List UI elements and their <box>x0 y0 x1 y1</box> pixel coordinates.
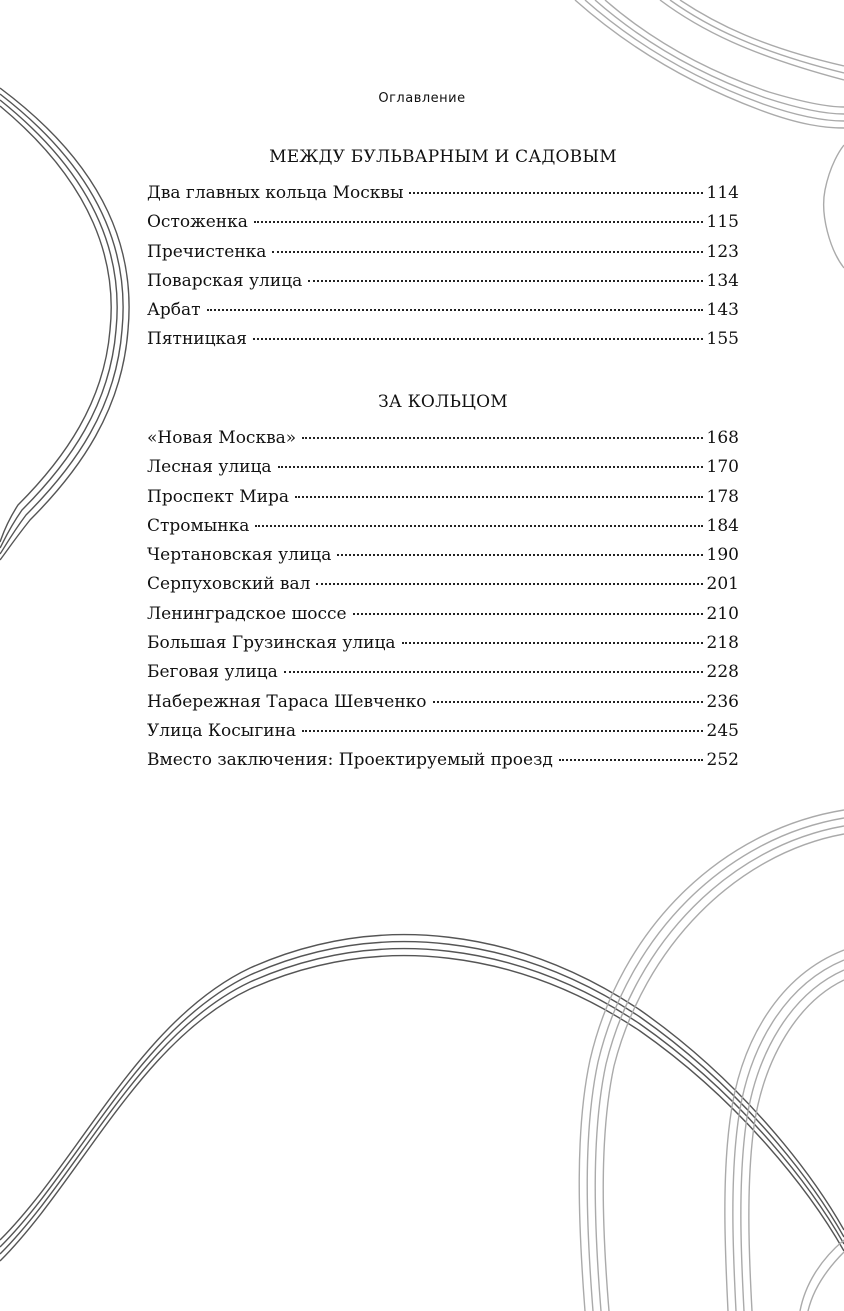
toc-entry-title: Беговая улица <box>147 662 278 683</box>
toc-entry-title: Лесная улица <box>147 457 272 478</box>
toc-entry-page: 170 <box>706 457 739 478</box>
dot-leader <box>308 280 702 282</box>
toc-entry-title: Чертановская улица <box>147 545 332 566</box>
toc-entry[interactable] <box>147 457 739 486</box>
toc-entry[interactable] <box>147 428 739 457</box>
dot-leader <box>272 251 702 253</box>
toc-entry-page: 218 <box>706 633 739 654</box>
toc-entry[interactable] <box>147 487 739 516</box>
dot-leader <box>278 466 703 468</box>
toc-entry-page: 123 <box>706 241 739 262</box>
dot-leader <box>284 671 703 673</box>
toc-entry-page: 245 <box>706 720 739 741</box>
toc-entry-title: Вместо заключения: Проектируемый проезд <box>147 750 553 771</box>
top-right-arc-lines <box>575 0 844 128</box>
toc-entry-page: 114 <box>706 183 739 203</box>
left-arc-lines <box>0 88 129 560</box>
toc-entry[interactable] <box>147 545 739 574</box>
right-arc-lines <box>824 145 844 268</box>
toc-entry-title: Большая Грузинская улица <box>147 633 396 654</box>
dot-leader <box>253 338 703 340</box>
toc-entry[interactable] <box>147 329 739 358</box>
toc-entry[interactable] <box>147 300 739 329</box>
section-title-between-rings: МЕЖДУ БУЛЬВАРНЫМ И САДОВЫМ <box>269 147 617 167</box>
toc-entry-title: Проспект Мира <box>147 486 290 507</box>
dot-leader <box>302 730 703 732</box>
toc-entry[interactable] <box>147 271 739 300</box>
toc-entry-page: 178 <box>706 486 739 507</box>
dot-leader <box>295 496 703 498</box>
toc-entry-page: 143 <box>706 300 739 321</box>
toc-entry-page: 228 <box>706 662 739 683</box>
toc-entry[interactable] <box>147 721 739 750</box>
toc-entry-title: «Новая Москва» <box>147 428 297 448</box>
toc-entry-page: 190 <box>706 545 739 566</box>
running-head: Оглавление <box>378 91 466 106</box>
dot-leader <box>353 613 703 615</box>
dot-leader <box>409 192 702 194</box>
toc-entry-page: 168 <box>706 428 739 448</box>
toc-entry-page: 134 <box>706 270 739 291</box>
section-title-beyond-ring: ЗА КОЛЬЦОМ <box>378 392 508 412</box>
bottom-wave-lines <box>0 935 844 1261</box>
toc-entry[interactable] <box>147 662 739 691</box>
toc-entry-title: Серпуховский вал <box>147 574 311 595</box>
toc-entry-title: Пречистенка <box>147 241 267 262</box>
toc-list-between-rings <box>147 183 739 359</box>
toc-entry[interactable] <box>147 604 739 633</box>
toc-entry-title: Арбат <box>147 300 201 321</box>
toc-entry[interactable] <box>147 516 739 545</box>
bottom-right-arc-lines <box>579 810 844 1311</box>
toc-entry[interactable] <box>147 692 739 721</box>
toc-entry-title: Набережная Тараса Шевченко <box>147 691 427 712</box>
toc-entry[interactable] <box>147 574 739 603</box>
toc-entry[interactable] <box>147 212 739 241</box>
toc-entry-title: Стромынка <box>147 515 250 536</box>
toc-entry-page: 115 <box>706 212 739 233</box>
toc-entry[interactable] <box>147 750 739 779</box>
toc-entry-page: 236 <box>706 691 739 712</box>
toc-entry-page: 201 <box>706 574 739 595</box>
dot-leader <box>254 221 703 223</box>
toc-entry-page: 210 <box>706 603 739 624</box>
dot-leader <box>559 759 703 761</box>
toc-entry-title: Улица Косыгина <box>147 720 297 741</box>
toc-entry-page: 252 <box>706 750 739 771</box>
toc-entry-title: Ленинградское шоссе <box>147 603 347 624</box>
dot-leader <box>433 701 703 703</box>
dot-leader <box>207 309 703 311</box>
toc-entry-title: Поварская улица <box>147 270 303 291</box>
toc-entry[interactable] <box>147 633 739 662</box>
dot-leader <box>255 525 702 527</box>
toc-entry[interactable] <box>147 183 739 212</box>
toc-entry-title: Пятницкая <box>147 329 248 350</box>
dot-leader <box>402 642 703 644</box>
dot-leader <box>337 554 702 556</box>
dot-leader <box>302 437 702 439</box>
toc-entry[interactable] <box>147 242 739 271</box>
toc-entry-title: Два главных кольца Москвы <box>147 183 404 203</box>
toc-entry-title: Остоженка <box>147 212 248 233</box>
dot-leader <box>316 583 702 585</box>
toc-entry-page: 155 <box>706 329 739 350</box>
toc-entry-page: 184 <box>706 515 739 536</box>
toc-list-beyond-ring <box>147 428 739 780</box>
